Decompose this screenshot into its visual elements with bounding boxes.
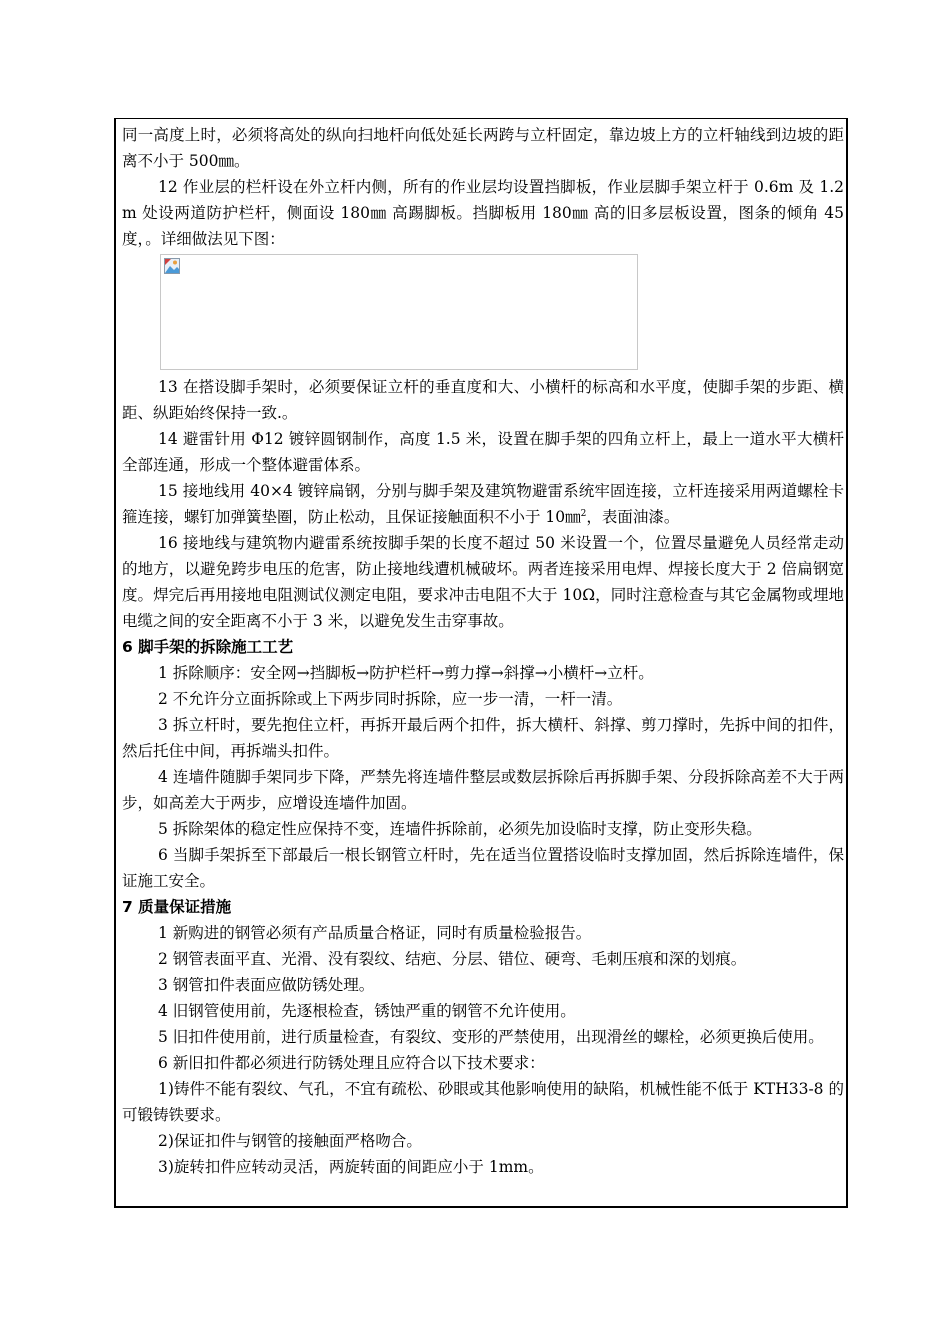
section-6-item: 1 拆除顺序：安全网→挡脚板→防护栏杆→剪力撑→斜撑→小横杆→立杆。 bbox=[158, 664, 654, 682]
section-7-item: 1 新购进的钢管必须有产品质量合格证，同时有质量检验报告。 bbox=[158, 924, 592, 942]
section-7-item: 5 旧扣件使用前，进行质量检查，有裂纹、变形的严禁使用，出现滑丝的螺栓，必须更换后使用。 bbox=[158, 1028, 824, 1046]
section-6-item: 4 连墙件随脚手架同步下降，严禁先将连墙件整层或数层拆除后再拆脚手架、分段拆除高差不大于两步，如高差大于两步，应增设连墙件加固。 bbox=[122, 768, 844, 812]
section-6-item: 3 拆立杆时，要先抱住立杆，再拆开最后两个扣件，拆大横杆、斜撑、剪刀撑时，先拆中间的扣件，然后托住中间，再拆端头扣件。 bbox=[122, 716, 844, 760]
section-7-item: 2 钢管表面平直、光滑、没有裂纹、结疤、分层、错位、硬弯、毛刺压痕和深的划痕。 bbox=[158, 950, 747, 968]
broken-image-icon bbox=[164, 258, 180, 274]
superscript-2: 2 bbox=[580, 508, 587, 519]
section-7-item: 3 钢管扣件表面应做防锈处理。 bbox=[158, 976, 375, 994]
paragraph-item-16: 16 接地线与建筑物内避雷系统按脚手架的长度不超过 50 米设置一个，位置尽量避免人员经常走动的地方，以避免跨步电压的危害，防止接地线遭机械破坏。两者连接采用电焊、焊接长度大于 2 倍扁钢宽度。焊完后再用接地电阻测试仪测定电阻，要求冲击电阻不大于 10Ω，同时注意检查与其它金属物或埋地电缆之间的安全距离不小于 3 米，以避免发生击穿事故。 bbox=[122, 534, 844, 630]
section-6-item: 6 当脚手架拆至下部最后一根长钢管立杆时，先在适当位置搭设临时支撑加固，然后拆除连墙件，保证施工安全。 bbox=[122, 846, 844, 890]
section-6-heading: 6 脚手架的拆除施工工艺 bbox=[122, 638, 294, 656]
paragraph-item-15-tail: ，表面油漆。 bbox=[586, 508, 680, 526]
document-body bbox=[122, 122, 844, 1180]
paragraph-sweep-pole: 同一高度上时，必须将高处的纵向扫地杆向低处延长两跨与立杆固定，靠边坡上方的立杆轴线到边坡的距离不小于 500㎜。 bbox=[122, 126, 844, 170]
section-7-subitem: 3)旋转扣件应转动灵活，两旋转面的间距应小于 1mm。 bbox=[158, 1158, 544, 1176]
image-placeholder bbox=[160, 254, 638, 370]
section-6-item: 2 不允许分立面拆除或上下两步同时拆除，应一步一清，一杆一清。 bbox=[158, 690, 623, 708]
section-7-item: 4 旧钢管使用前，先逐根检查，锈蚀严重的钢管不允许使用。 bbox=[158, 1002, 576, 1020]
section-7-subitem: 1)铸件不能有裂纹、气孔，不宜有疏松、砂眼或其他影响使用的缺陷，机械性能不低于 KTH33-8 的可锻铸铁要求。 bbox=[122, 1080, 844, 1124]
section-6-item: 5 拆除架体的稳定性应保持不变，连墙件拆除前，必须先加设临时支撑，防止变形失稳。 bbox=[158, 820, 762, 838]
paragraph-item-15 bbox=[122, 478, 844, 530]
section-7-item: 6 新旧扣件都必须进行防锈处理且应符合以下技术要求： bbox=[158, 1054, 545, 1072]
paragraph-item-14: 14 避雷针用 Φ12 镀锌圆钢制作，高度 1.5 米，设置在脚手架的四角立杆上，最上一道水平大横杆全部连通，形成一个整体避雷体系。 bbox=[122, 430, 844, 474]
section-7-subitem: 2)保证扣件与钢管的接触面严格吻合。 bbox=[158, 1132, 422, 1150]
paragraph-item-15-text: 15 接地线用 40×4 镀锌扁钢，分别与脚手架及建筑物避雷系统牢固连接，立杆连接采用两道螺栓卡箍连接，螺钉加弹簧垫圈，防止松动，且保证接触面积不小于 10㎜ bbox=[122, 482, 844, 526]
paragraph-item-13: 13 在搭设脚手架时，必须要保证立杆的垂直度和大、小横杆的标高和水平度，使脚手架的步距、横距、纵距始终保持一致.。 bbox=[122, 378, 844, 422]
section-7-heading: 7 质量保证措施 bbox=[122, 898, 232, 916]
paragraph-item-12: 12 作业层的栏杆设在外立杆内侧，所有的作业层均设置挡脚板，作业层脚手架立杆于 0.6m 及 1.2m 处设两道防护栏杆，侧面设 180㎜ 高踢脚板。挡脚板用 180㎜ 高的旧多层板设置，图条的倾角 45 度，。详细做法见下图： bbox=[122, 178, 844, 248]
